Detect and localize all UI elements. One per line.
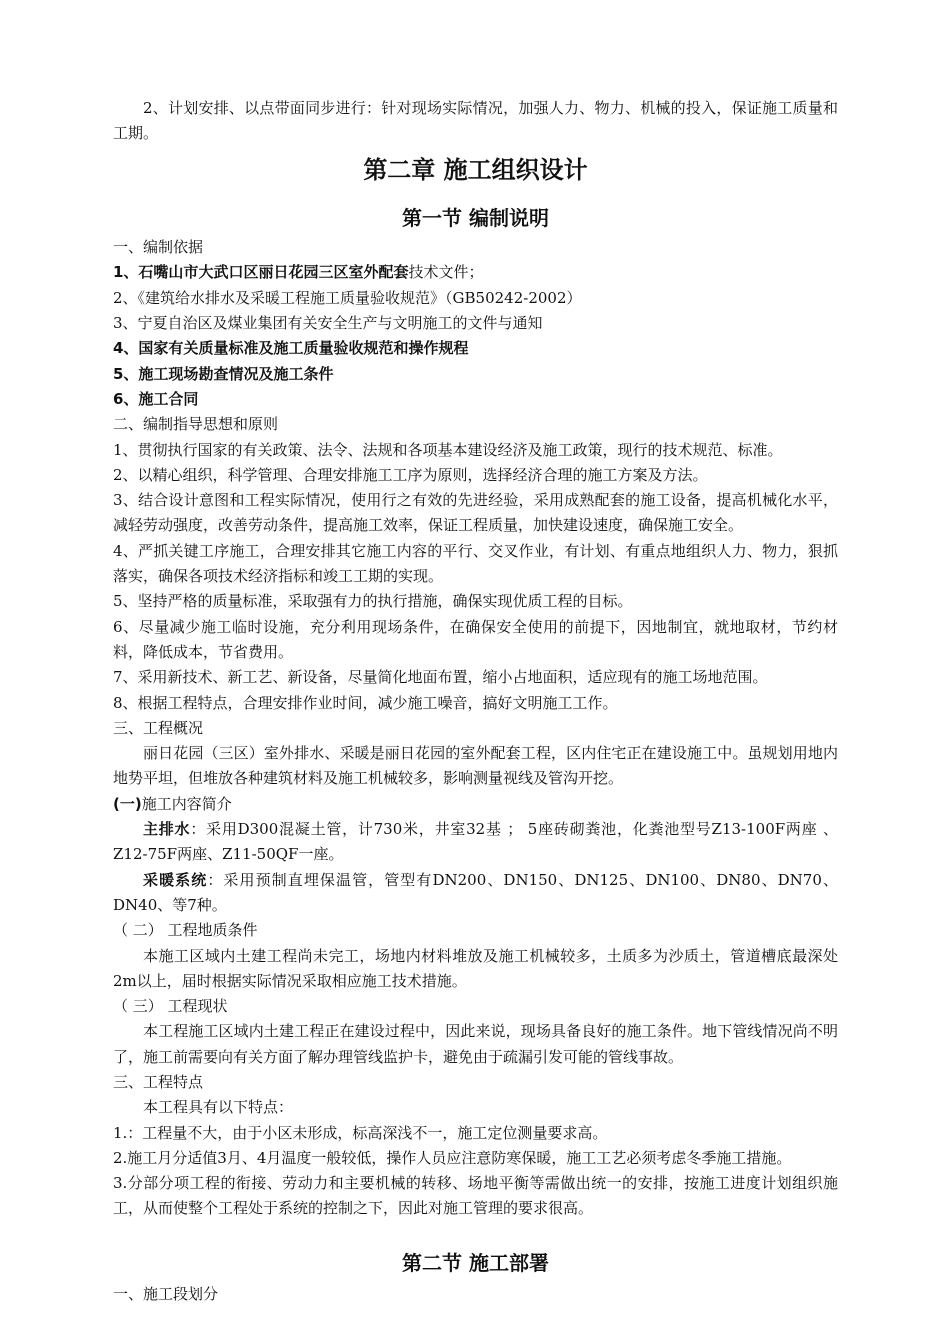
basis-item-2: 2、《建筑给水排水及采暖工程施工质量验收规范》（GB50242-2002）: [113, 288, 582, 307]
chapter-title: 第二章 施工组织设计: [363, 155, 588, 184]
feature-item-1: 1.：工程量不大，由于小区未形成，标高深浅不一，施工定位测量要求高。: [113, 1123, 608, 1142]
heating-text: ：采用预制直埋保温管，管型有DN200、DN150、DN125、DN100、DN80、DN70、DN40、等7种。: [113, 870, 838, 914]
heating-label: 采暖系统: [143, 870, 208, 889]
basis-item-1-bold: 1、石嘴山市大武口区丽日花园三区室外配套: [113, 263, 409, 282]
principle-item-3: 3、结合设计意图和工程实际情况，使用行之有效的先进经验，采用成熟配套的施工设备，提高机械化水平，减轻劳动强度，改善劳动条件，提高施工效率，保证工程质量，加快建设速度，确保施工安全。: [113, 491, 838, 535]
status-paragraph: 本工程施工区域内土建工程正在建设过程中，因此来说，现场具备良好的施工条件。地下管线情况尚不明了，施工前需要向有关方面了解办理管线监护卡，避免由于疏漏引发可能的管线事故。: [113, 1022, 838, 1066]
basis-item-1-rest: 技术文件；: [408, 263, 484, 282]
principle-item-8: 8、根据工程特点，合理安排作业时间，减少施工噪音，搞好文明施工工作。: [113, 693, 618, 712]
principle-item-4: 4、严抓关键工序施工，合理安排其它施工内容的平行、交叉作业，有计划、有重点地组织人力、物力，狠抓落实，确保各项技术经济指标和竣工工期的实现。: [113, 541, 838, 586]
segment-heading: 一、施工段划分: [113, 1284, 219, 1303]
drainage-text: ：采用D300混凝土管，计730米，井室32基 ； 5座砖砌粪池，化粪池型号Z13-100F两座 、Z12-75F两座、Z11-50QF一座。: [113, 820, 838, 864]
geology-paragraph: 本施工区域内土建工程尚未完工，场地内材料堆放及施工机械较多，土质多为沙质土，管道槽底最深处2m以上，届时根据实际情况采取相应施工技术措施。: [113, 946, 838, 990]
principle-item-1: 1、贯彻执行国家的有关政策、法令、法规和各项基本建设经济及施工政策，现行的技术规范、标准。: [113, 440, 783, 459]
basis-item-1: [113, 260, 838, 285]
drainage-label: 主排水: [143, 820, 191, 839]
basis-heading: 一、编制依据: [113, 238, 204, 257]
geology-heading: （ 二） 工程地质条件: [113, 921, 258, 940]
principle-item-7: 7、采用新技术、新工艺、新设备，尽量简化地面布置，缩小占地面积，适应现有的施工场地范围。: [113, 668, 768, 687]
basis-item-6: 6、施工合同: [113, 389, 199, 408]
section-title-2: 第二节 施工部署: [402, 1250, 549, 1275]
feature-item-3: 3.分部分项工程的衔接、劳动力和主要机械的转移、场地平衡等需做出统一的安排，按施工进度计划组织施工，从而使整个工程处于系统的控制之下，因此对施工管理的要求很高。: [113, 1174, 838, 1218]
content-heading-text: 施工内容简介: [141, 794, 232, 813]
principles-heading: 二、编制指导思想和原则: [113, 415, 279, 434]
principle-item-2: 2、以精心组织，科学管理、合理安排施工工序为原则，选择经济合理的施工方案及方法。: [113, 465, 708, 484]
principle-item-5: 5、坚持严格的质量标准，采取强有力的执行措施，确保实现优质工程的目标。: [113, 592, 633, 611]
basis-item-3: 3、宁夏自治区及煤业集团有关安全生产与文明施工的文件与通知: [113, 314, 543, 333]
features-heading: 三、工程特点: [113, 1072, 204, 1091]
drainage-paragraph: [113, 817, 838, 868]
intro-paragraph: 2、计划安排、以点带面同步进行：针对现场实际情况，加强人力、物力、机械的投入，保证施工质量和工期。: [113, 99, 838, 143]
principle-item-6: 6、尽量减少施工临时设施，充分利用现场条件，在确保安全使用的前提下，因地制宜，就地取材，节约材料，降低成本，节省费用。: [113, 617, 838, 661]
section-title-1: 第一节 编制说明: [402, 206, 549, 231]
basis-item-5: 5、施工现场勘查情况及施工条件: [113, 364, 334, 383]
overview-paragraph: 丽日花园（三区）室外排水、采暖是丽日花园的室外配套工程，区内住宅正在建设施工中。虽规划用地内地势平坦，但堆放各种建筑材料及施工机械较多，影响测量视线及管沟开挖。: [113, 744, 838, 788]
status-heading: （ 三） 工程现状: [113, 997, 228, 1016]
overview-heading: 三、工程概况: [113, 718, 204, 737]
heating-paragraph: [113, 868, 838, 919]
feature-item-2: 2.施工月分适值3月、4月温度一般较低，操作人员应注意防寒保暖，施工工艺必须考虑冬季施工措施。: [113, 1148, 792, 1167]
basis-item-4: 4、国家有关质量标准及施工质量验收规范和操作规程: [113, 339, 469, 358]
content-heading-number: (一): [113, 794, 142, 813]
content-heading: [113, 792, 838, 817]
features-intro: 本工程具有以下特点：: [143, 1098, 294, 1117]
